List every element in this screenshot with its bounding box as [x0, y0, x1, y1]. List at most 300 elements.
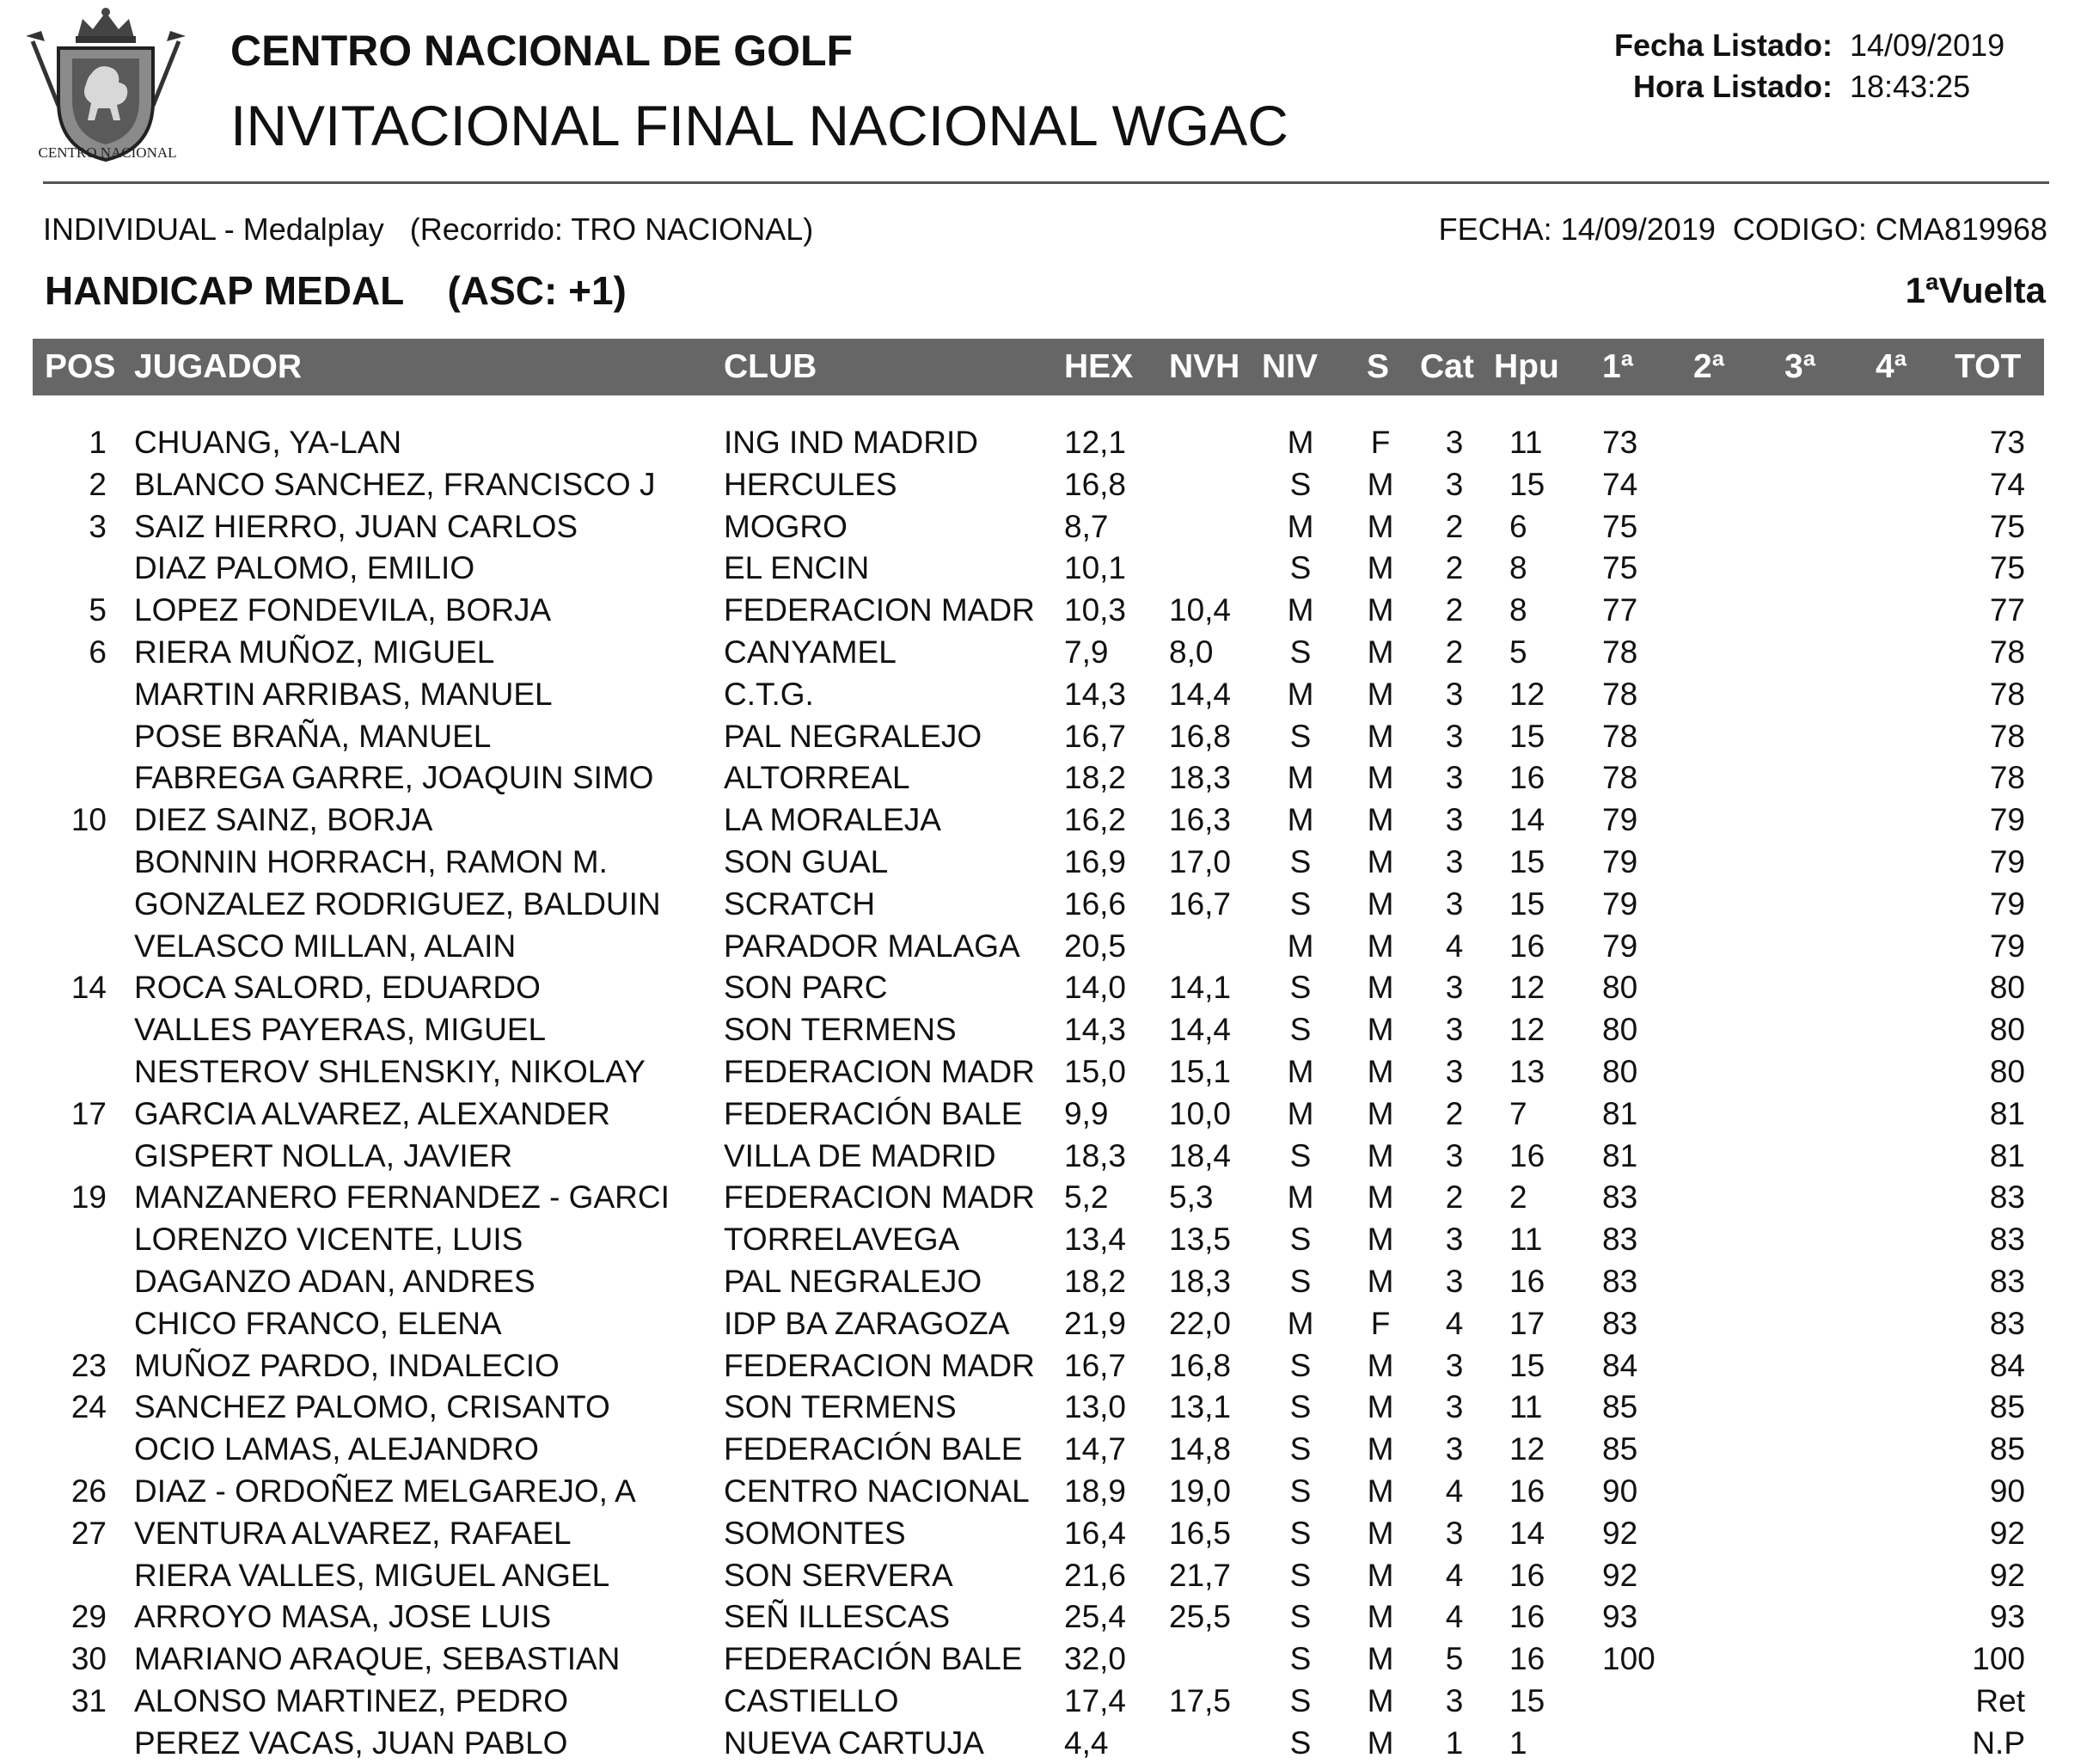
cell-hex: 25,4: [1064, 1599, 1127, 1635]
cell-hex: 15,0: [1064, 1053, 1127, 1089]
cell-hex: 12,1: [1064, 425, 1127, 460]
cell-sex: M: [1367, 592, 1394, 628]
cell-total: 79: [1989, 843, 2025, 879]
cell-hex: 32,0: [1064, 1641, 1127, 1677]
cell-hex: 14,7: [1064, 1431, 1127, 1467]
cell-total: N.P: [1972, 1724, 2025, 1761]
cell-hex: 9,9: [1064, 1095, 1109, 1131]
cell-round-1: 92: [1602, 1557, 1638, 1593]
table-row: [0, 505, 2087, 548]
cell-position: 14: [70, 970, 107, 1006]
cell-hex: 14,3: [1064, 676, 1127, 712]
cell-level: M: [1287, 508, 1314, 544]
table-row: [0, 1386, 2087, 1428]
cell-hex: 21,6: [1064, 1557, 1127, 1593]
cell-club: SCRATCH: [724, 885, 876, 922]
col-niv: NIV: [1262, 348, 1319, 385]
table-row: [0, 1512, 2087, 1554]
cell-hex: 10,1: [1064, 550, 1127, 586]
cell-player: NESTEROV SHLENSKIY, NIKOLAY: [134, 1053, 646, 1089]
cell-player: VALLES PAYERAS, MIGUEL: [134, 1012, 547, 1048]
cell-playing-handicap: 16: [1509, 1599, 1545, 1635]
cell-position: 24: [70, 1389, 107, 1425]
cell-round-1: 74: [1602, 466, 1638, 502]
cell-player: RIERA VALLES, MIGUEL ANGEL: [134, 1557, 610, 1593]
cell-club: SON PARC: [724, 970, 888, 1006]
cell-category: 3: [1445, 1222, 1464, 1258]
cell-total: 85: [1989, 1431, 2025, 1467]
cell-nvh: 18,4: [1169, 1137, 1232, 1173]
cell-position: 1: [89, 425, 107, 460]
cell-playing-handicap: 11: [1509, 1389, 1543, 1425]
cell-player: MARTIN ARRIBAS, MANUEL: [134, 676, 553, 712]
organization-name: CENTRO NACIONAL DE GOLF: [230, 27, 854, 75]
cell-hex: 18,2: [1064, 760, 1127, 796]
cell-round-1: 80: [1602, 1012, 1638, 1048]
cell-total: 100: [1972, 1641, 2025, 1677]
cell-category: 3: [1445, 843, 1464, 879]
cell-category: 3: [1445, 970, 1464, 1006]
cell-player: POSE BRAÑA, MANUEL: [134, 718, 492, 754]
cell-player: ROCA SALORD, EDUARDO: [134, 970, 541, 1006]
cell-nvh: 21,7: [1169, 1557, 1232, 1593]
event-title: INVITACIONAL FINAL NACIONAL WGAC: [230, 94, 1288, 157]
cell-category: 3: [1445, 466, 1464, 502]
cell-nvh: 17,0: [1169, 843, 1232, 879]
federation-logo: [24, 7, 187, 166]
cell-player: RIERA MUÑOZ, MIGUEL: [134, 634, 495, 670]
cell-position: 27: [70, 1515, 107, 1551]
cell-hex: 16,2: [1064, 802, 1127, 838]
table-row: [0, 1554, 2087, 1596]
cell-category: 4: [1445, 1557, 1464, 1593]
cell-player: FABREGA GARRE, JOAQUIN SIMO: [134, 760, 654, 796]
cell-sex: M: [1367, 718, 1394, 754]
table-row: [0, 1596, 2087, 1638]
cell-round-1: 90: [1602, 1473, 1638, 1509]
cell-position: 29: [70, 1599, 107, 1635]
cell-round-1: 83: [1602, 1222, 1638, 1258]
table-row: [0, 1428, 2087, 1470]
col-pos: POS: [45, 348, 116, 385]
cell-round-1: 81: [1602, 1137, 1638, 1173]
cell-player: BLANCO SANCHEZ, FRANCISCO J: [134, 466, 656, 502]
cell-hex: 20,5: [1064, 928, 1127, 964]
cell-club: SON GUAL: [724, 843, 889, 879]
cell-hex: 16,9: [1064, 843, 1127, 879]
cell-club: SOMONTES: [724, 1515, 906, 1551]
col-sex: S: [1367, 348, 1390, 385]
cell-club: SON TERMENS: [724, 1389, 957, 1425]
cell-level: S: [1289, 634, 1312, 670]
cell-position: 5: [89, 592, 107, 628]
cell-club: C.T.G.: [724, 676, 814, 712]
cell-category: 4: [1445, 1473, 1464, 1509]
cell-sex: M: [1367, 1515, 1394, 1551]
cell-sex: M: [1367, 1347, 1394, 1383]
cell-round-1: 79: [1602, 885, 1638, 922]
cell-total: 78: [1989, 634, 2025, 670]
cell-round-1: 78: [1602, 634, 1638, 670]
cell-club: FEDERACIÓN BALE: [724, 1431, 1023, 1467]
cell-sex: M: [1367, 843, 1394, 879]
listing-date-value: 14/09/2019: [1850, 28, 2005, 63]
cell-total: 79: [1989, 802, 2025, 838]
cell-total: Ret: [1975, 1682, 2025, 1718]
cell-hex: 16,6: [1064, 885, 1127, 922]
cell-club: NUEVA CARTUJA: [724, 1724, 984, 1761]
cell-nvh: 19,0: [1169, 1473, 1232, 1509]
cell-round-1: 75: [1602, 550, 1638, 586]
cell-sex: M: [1367, 760, 1394, 796]
table-row: [0, 715, 2087, 757]
cell-player: DIAZ - ORDOÑEZ MELGAREJO, A: [134, 1473, 636, 1509]
cell-playing-handicap: 16: [1509, 1641, 1545, 1677]
col-round-1: 1ª: [1602, 348, 1634, 385]
cell-category: 3: [1445, 676, 1464, 712]
cell-level: S: [1289, 1682, 1312, 1718]
cell-hex: 17,4: [1064, 1682, 1127, 1718]
cell-player: ARROYO MASA, JOSE LUIS: [134, 1599, 552, 1635]
cell-nvh: 10,0: [1169, 1095, 1232, 1131]
cell-category: 3: [1445, 718, 1464, 754]
col-hex: HEX: [1064, 348, 1134, 385]
cell-club: SEÑ ILLESCAS: [724, 1599, 951, 1635]
cell-club: PAL NEGRALEJO: [724, 718, 982, 754]
cell-sex: M: [1367, 550, 1394, 586]
cell-player: CHICO FRANCO, ELENA: [134, 1305, 502, 1341]
cell-level: M: [1287, 760, 1314, 796]
cell-total: 79: [1989, 928, 2025, 964]
results-table-header: [33, 339, 2044, 395]
cell-club: FEDERACION MADR: [724, 1347, 1035, 1383]
cell-playing-handicap: 16: [1509, 760, 1545, 796]
cell-playing-handicap: 15: [1509, 718, 1545, 754]
table-row: [0, 463, 2087, 505]
cell-club: MOGRO: [724, 508, 848, 544]
table-row: [0, 1638, 2087, 1680]
cell-player: PEREZ VACAS, JUAN PABLO: [134, 1724, 568, 1761]
cell-playing-handicap: 12: [1509, 970, 1545, 1006]
cell-total: 83: [1989, 1263, 2025, 1299]
cell-sex: F: [1370, 1305, 1391, 1341]
competition-date-code: FECHA: 14/09/2019 CODIGO: CMA819968: [1438, 211, 2047, 247]
cell-total: 83: [1989, 1305, 2025, 1341]
cell-club: CASTIELLO: [724, 1682, 899, 1718]
cell-sex: M: [1367, 928, 1394, 964]
cell-level: S: [1289, 1137, 1312, 1173]
cell-round-1: 100: [1602, 1641, 1656, 1677]
cell-club: CENTRO NACIONAL: [724, 1473, 1030, 1509]
table-row: [0, 1470, 2087, 1512]
competition-format: INDIVIDUAL - Medalplay (Recorrido: TRO NACIONAL): [43, 211, 814, 247]
cell-position: 10: [70, 802, 107, 838]
cell-level: S: [1289, 843, 1312, 879]
cell-nvh: 14,4: [1169, 1012, 1232, 1048]
cell-player: DAGANZO ADAN, ANDRES: [134, 1263, 536, 1299]
cell-playing-handicap: 7: [1509, 1095, 1527, 1131]
cell-level: S: [1289, 718, 1312, 754]
cell-sex: M: [1367, 1389, 1394, 1425]
cell-nvh: 14,1: [1169, 970, 1232, 1006]
cell-playing-handicap: 15: [1509, 466, 1545, 502]
cell-position: 2: [89, 466, 107, 502]
cell-playing-handicap: 15: [1509, 1682, 1545, 1718]
cell-sex: M: [1367, 1012, 1394, 1048]
cell-hex: 21,9: [1064, 1305, 1127, 1341]
col-round-3: 3ª: [1784, 348, 1816, 385]
cell-club: SON SERVERA: [724, 1557, 953, 1593]
cell-sex: M: [1367, 466, 1394, 502]
cell-sex: M: [1367, 1222, 1394, 1258]
cell-total: 93: [1989, 1599, 2025, 1635]
table-row: [0, 1344, 2087, 1387]
cell-category: 3: [1445, 1515, 1464, 1551]
cell-sex: M: [1367, 970, 1394, 1006]
cell-playing-handicap: 8: [1509, 592, 1527, 628]
table-row: [0, 1093, 2087, 1135]
cell-round-1: 84: [1602, 1347, 1638, 1383]
cell-level: S: [1289, 885, 1312, 922]
cell-nvh: 15,1: [1169, 1053, 1232, 1089]
cell-category: 5: [1445, 1641, 1464, 1677]
cell-round-1: 81: [1602, 1095, 1638, 1131]
cell-category: 2: [1445, 592, 1464, 628]
cell-club: IDP BA ZARAGOZA: [724, 1305, 1010, 1341]
cell-nvh: 13,1: [1169, 1389, 1232, 1425]
cell-category: 3: [1445, 1431, 1464, 1467]
col-cat: Cat: [1420, 348, 1474, 385]
cell-club: ALTORREAL: [724, 760, 910, 796]
cell-category: 3: [1445, 1389, 1464, 1425]
cell-position: 3: [89, 508, 107, 544]
cell-club: FEDERACION MADR: [724, 1053, 1035, 1089]
cell-category: 3: [1445, 1137, 1464, 1173]
table-row: [0, 883, 2087, 925]
cell-level: S: [1289, 550, 1312, 586]
cell-player: SANCHEZ PALOMO, CRISANTO: [134, 1389, 610, 1425]
cell-playing-handicap: 6: [1509, 508, 1527, 544]
cell-nvh: 16,5: [1169, 1515, 1232, 1551]
cell-level: S: [1289, 1431, 1312, 1467]
cell-total: 78: [1989, 676, 2025, 712]
cell-nvh: 14,8: [1169, 1431, 1232, 1467]
cell-category: 3: [1445, 425, 1464, 460]
cell-club: CANYAMEL: [724, 634, 897, 670]
cell-round-1: 93: [1602, 1599, 1638, 1635]
cell-category: 2: [1445, 1095, 1464, 1131]
cell-hex: 10,3: [1064, 592, 1127, 628]
cell-category: 3: [1445, 1053, 1464, 1089]
cell-playing-handicap: 15: [1509, 843, 1545, 879]
cell-player: ALONSO MARTINEZ, PEDRO: [134, 1682, 569, 1718]
cell-total: 75: [1989, 550, 2025, 586]
listing-time-value: 18:43:25: [1850, 69, 1971, 104]
cell-sex: M: [1367, 885, 1394, 922]
cell-position: 19: [70, 1179, 107, 1216]
cell-nvh: 16,7: [1169, 885, 1232, 922]
cell-total: 83: [1989, 1222, 2025, 1258]
col-club: CLUB: [724, 348, 817, 385]
cell-position: 23: [70, 1347, 107, 1383]
cell-sex: M: [1367, 634, 1394, 670]
cell-level: S: [1289, 1473, 1312, 1509]
cell-club: LA MORALEJA: [724, 802, 941, 838]
table-row: [0, 1050, 2087, 1093]
cell-club: VILLA DE MADRID: [724, 1137, 996, 1173]
cell-total: 77: [1989, 592, 2025, 628]
table-row: [0, 1176, 2087, 1218]
cell-player: GONZALEZ RODRIGUEZ, BALDUIN: [134, 885, 661, 922]
cell-level: M: [1287, 1095, 1314, 1131]
cell-playing-handicap: 16: [1509, 1137, 1545, 1173]
cell-nvh: 17,5: [1169, 1682, 1232, 1718]
col-hpu: Hpu: [1494, 348, 1559, 385]
cell-round-1: 80: [1602, 970, 1638, 1006]
col-player: JUGADOR: [134, 348, 303, 385]
cell-round-1: 79: [1602, 928, 1638, 964]
cell-playing-handicap: 16: [1509, 1473, 1545, 1509]
cell-level: M: [1287, 1053, 1314, 1089]
cell-sex: M: [1367, 1682, 1394, 1718]
cell-sex: M: [1367, 1053, 1394, 1089]
cell-round-1: 83: [1602, 1179, 1638, 1216]
cell-nvh: 16,8: [1169, 718, 1232, 754]
cell-total: 73: [1989, 425, 2025, 460]
header-divider: [43, 181, 2049, 184]
cell-player: MUÑOZ PARDO, INDALECIO: [134, 1347, 560, 1383]
cell-level: S: [1289, 1389, 1312, 1425]
cell-hex: 14,0: [1064, 970, 1127, 1006]
cell-hex: 13,0: [1064, 1389, 1127, 1425]
cell-category: 4: [1445, 928, 1464, 964]
cell-level: S: [1289, 1515, 1312, 1551]
cell-playing-handicap: 1: [1509, 1724, 1527, 1761]
cell-club: FEDERACION MADR: [724, 1179, 1035, 1216]
cell-nvh: 18,3: [1169, 760, 1232, 796]
cell-playing-handicap: 16: [1509, 928, 1545, 964]
cell-player: LOPEZ FONDEVILA, BORJA: [134, 592, 552, 628]
cell-total: 90: [1989, 1473, 2025, 1509]
cell-total: 81: [1989, 1095, 2025, 1131]
cell-total: 74: [1989, 466, 2025, 502]
table-row: [0, 1680, 2087, 1722]
cell-player: DIEZ SAINZ, BORJA: [134, 802, 433, 838]
cell-level: S: [1289, 970, 1312, 1006]
col-round-4: 4ª: [1876, 348, 1907, 385]
cell-level: S: [1289, 1724, 1312, 1761]
table-row: [0, 925, 2087, 967]
cell-sex: M: [1367, 1179, 1394, 1216]
listing-time-label: Hora Listado:: [1632, 69, 1833, 104]
cell-player: DIAZ PALOMO, EMILIO: [134, 550, 475, 586]
cell-sex: M: [1367, 1473, 1394, 1509]
cell-playing-handicap: 14: [1509, 802, 1545, 838]
cell-hex: 18,2: [1064, 1263, 1127, 1299]
cell-level: S: [1289, 466, 1312, 502]
cell-club: FEDERACIÓN BALE: [724, 1641, 1023, 1677]
cell-club: TORRELAVEGA: [724, 1222, 960, 1258]
table-row: [0, 673, 2087, 715]
cell-player: VELASCO MILLAN, ALAIN: [134, 928, 517, 964]
cell-category: 3: [1445, 1347, 1464, 1383]
cell-level: M: [1287, 1179, 1314, 1216]
cell-nvh: 22,0: [1169, 1305, 1232, 1341]
cell-hex: 16,7: [1064, 1347, 1127, 1383]
cell-sex: M: [1367, 676, 1394, 712]
cell-hex: 8,7: [1064, 508, 1109, 544]
cell-player: VENTURA ALVAREZ, RAFAEL: [134, 1515, 572, 1551]
table-row: [0, 547, 2087, 589]
cell-hex: 18,3: [1064, 1137, 1127, 1173]
cell-round-1: 83: [1602, 1263, 1638, 1299]
cell-club: EL ENCIN: [724, 550, 870, 586]
table-row: [0, 1302, 2087, 1344]
cell-total: 80: [1989, 1053, 2025, 1089]
cell-level: S: [1289, 1222, 1312, 1258]
cell-player: GARCIA ALVAREZ, ALEXANDER: [134, 1095, 610, 1131]
cell-club: FEDERACION MADR: [724, 592, 1035, 628]
cell-category: 3: [1445, 1682, 1464, 1718]
cell-position: 6: [89, 634, 107, 670]
cell-playing-handicap: 15: [1509, 885, 1545, 922]
cell-total: 81: [1989, 1137, 2025, 1173]
round-type: HANDICAP MEDAL (ASC: +1): [45, 268, 627, 313]
listing-date-label: Fecha Listado:: [1613, 28, 1833, 63]
cell-round-1: 75: [1602, 508, 1638, 544]
cell-level: S: [1289, 1599, 1312, 1635]
cell-playing-handicap: 17: [1509, 1305, 1545, 1341]
cell-category: 3: [1445, 1263, 1464, 1299]
cell-hex: 13,4: [1064, 1222, 1127, 1258]
cell-nvh: 8,0: [1169, 634, 1214, 670]
cell-club: SON TERMENS: [724, 1012, 957, 1048]
cell-sex: F: [1370, 425, 1391, 460]
cell-position: 26: [70, 1473, 107, 1509]
cell-player: CHUANG, YA-LAN: [134, 425, 402, 460]
cell-round-1: 79: [1602, 802, 1638, 838]
table-row: [0, 1218, 2087, 1260]
table-row: [0, 799, 2087, 841]
cell-total: 92: [1989, 1515, 2025, 1551]
cell-total: 78: [1989, 760, 2025, 796]
cell-sex: M: [1367, 1557, 1394, 1593]
cell-round-1: 77: [1602, 592, 1638, 628]
cell-total: 85: [1989, 1389, 2025, 1425]
cell-hex: 16,4: [1064, 1515, 1127, 1551]
cell-total: 75: [1989, 508, 2025, 544]
cell-round-1: 85: [1602, 1389, 1638, 1425]
cell-round-1: 73: [1602, 425, 1638, 460]
table-row: [0, 841, 2087, 883]
cell-level: S: [1289, 1263, 1312, 1299]
cell-nvh: 18,3: [1169, 1263, 1232, 1299]
cell-level: M: [1287, 1305, 1314, 1341]
cell-category: 2: [1445, 550, 1464, 586]
cell-sex: M: [1367, 1599, 1394, 1635]
cell-round-1: 92: [1602, 1515, 1638, 1551]
cell-playing-handicap: 12: [1509, 1431, 1545, 1467]
cell-round-1: 83: [1602, 1305, 1638, 1341]
cell-level: S: [1289, 1347, 1312, 1383]
cell-club: PARADOR MALAGA: [724, 928, 1020, 964]
cell-playing-handicap: 2: [1509, 1179, 1527, 1216]
cell-total: 80: [1989, 970, 2025, 1006]
cell-total: 80: [1989, 1012, 2025, 1048]
cell-sex: M: [1367, 1724, 1394, 1761]
cell-nvh: 16,3: [1169, 802, 1232, 838]
col-nvh: NVH: [1169, 348, 1240, 385]
